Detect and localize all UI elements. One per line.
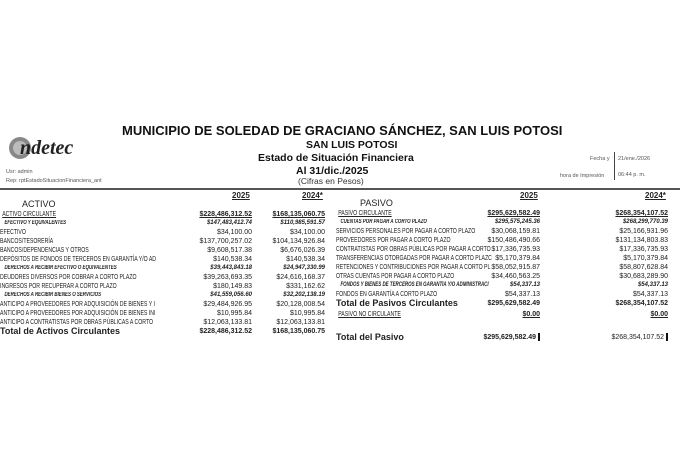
hora-label: hora de Impresión bbox=[560, 173, 605, 179]
value-2024: $0.00 bbox=[650, 311, 668, 318]
value-2025: $147,483,412.74 bbox=[206, 220, 252, 226]
row-label: DEUDORES DIVERSOS POR COBRAR A CORTO PLAZO bbox=[0, 274, 137, 281]
value-2025: $137,700,257.02 bbox=[199, 238, 252, 245]
value-2024: $10,995.84 bbox=[289, 310, 325, 317]
value-2024: $5,170,379.84 bbox=[623, 255, 668, 262]
value-2024: $34,100.00 bbox=[289, 229, 325, 236]
value-2025: $295,629,582.49 bbox=[487, 300, 540, 307]
value-2025: $0.00 bbox=[522, 311, 540, 318]
row-label: PASIVO CIRCULANTE bbox=[338, 210, 392, 217]
value-2025: $295,629,582.49 bbox=[487, 210, 540, 217]
report-date: Al 31/dic./2025 bbox=[296, 165, 369, 177]
value-2024: $20,128,008.54 bbox=[276, 301, 325, 308]
value-2025: $228,486,312.52 bbox=[199, 211, 252, 218]
value-2025: $12,063,133.81 bbox=[203, 319, 252, 326]
value-2025: $150,486,490.66 bbox=[487, 237, 540, 244]
value-2025: $54,337.13 bbox=[504, 291, 540, 298]
row-label: EFECTIVO bbox=[0, 229, 26, 236]
pasivo-heading: PASIVO bbox=[360, 198, 393, 208]
svg-text:ndetec: ndetec bbox=[20, 137, 74, 159]
hora-value: 06:44 p. m. bbox=[618, 172, 646, 178]
user: Usr: admin bbox=[6, 169, 33, 175]
value-2025: $30,068,159.81 bbox=[491, 228, 540, 235]
row-label: DERECHOS A RECIBIR EFECTIVO O EQUIVALENTES bbox=[4, 265, 117, 271]
page-title: MUNICIPIO DE SOLEDAD DE GRACIANO SÁNCHEZ, SAN LUIS POTOSI bbox=[122, 123, 563, 138]
value-2024: $104,134,926.84 bbox=[272, 238, 325, 245]
value-2024: $58,807,628.84 bbox=[619, 264, 668, 271]
value-2025: $39,263,693.35 bbox=[203, 274, 252, 281]
value-2025: $39,443,843.18 bbox=[210, 265, 252, 271]
row-label: EFECTIVO Y EQUIVALENTES bbox=[4, 220, 67, 226]
value-2024: $6,676,026.39 bbox=[280, 247, 325, 254]
value-2024: $54,337.13 bbox=[637, 282, 668, 288]
value-2025: $9,608,517.38 bbox=[207, 247, 252, 254]
row-label: Total de Pasivos Circulantes bbox=[336, 298, 458, 308]
value-2024: $140,538.34 bbox=[286, 256, 325, 263]
value-2024: $268,354,107.52 bbox=[615, 210, 668, 217]
activo-heading: ACTIVO bbox=[22, 199, 56, 209]
value-2024: $24,947,330.99 bbox=[283, 265, 325, 271]
row-label: INGRESOS POR RECUPERAR A CORTO PLAZO bbox=[0, 283, 117, 290]
value-2024: $268,299,770.39 bbox=[622, 219, 668, 225]
row-label: DEPÓSITOS DE FONDOS DE TERCEROS EN GARANTÍA Y/O AD bbox=[0, 256, 157, 263]
value-2024: $131,134,803.83 bbox=[615, 237, 668, 244]
value-2025: $10,995.84 bbox=[216, 310, 252, 317]
value-2025: $34,100.00 bbox=[216, 229, 252, 236]
row-label: TRANSFERENCIAS OTORGADAS POR PAGAR A CORTO PLAZC bbox=[336, 255, 492, 262]
row-label: FONDOS Y BIENES DE TERCEROS EN GARANTÍA Y/O ADMINISTRACI bbox=[340, 282, 489, 288]
row-label: ACTIVO CIRCULANTE bbox=[2, 211, 57, 218]
value-2025: $295,575,245.36 bbox=[494, 219, 540, 225]
row-label: FONDOS EN GARANTÍA A CORTO PLAZO bbox=[336, 291, 438, 298]
row-label: CONTRATISTAS POR OBRAS PÚBLICAS POR PAGAR A CORTO bbox=[336, 246, 491, 253]
subtitle: SAN LUIS POTOSI bbox=[306, 139, 398, 151]
value-2025: $41,559,056.60 bbox=[210, 292, 252, 298]
col-2024-left: 2024* bbox=[302, 191, 323, 200]
report-name: Estado de Situación Financiera bbox=[258, 152, 414, 164]
value-2024: $268,354,107.52 bbox=[615, 300, 668, 307]
value-2025: $5,170,379.84 bbox=[495, 255, 540, 262]
value-2024: $25,166,931.96 bbox=[619, 228, 668, 235]
row-label: OTRAS CUENTAS POR PAGAR A CORTO PLAZO bbox=[336, 273, 455, 280]
row-label: PROVEEDORES POR PAGAR A CORTO PLAZO bbox=[336, 237, 451, 244]
value-2025: $140,538.34 bbox=[213, 256, 252, 263]
value-2024: $110,985,591.57 bbox=[280, 220, 325, 226]
value-2025: $180,149.83 bbox=[213, 283, 252, 290]
row-label: ANTICIPO A PROVEEDORES POR ADQUISICIÓN DE BIENES INI bbox=[0, 310, 156, 317]
value-2025: $17,336,735.93 bbox=[491, 246, 540, 253]
value-2025: $228,486,312.52 bbox=[199, 328, 252, 335]
row-label: ANTICIPO A CONTRATISTAS POR OBRAS PÚBLICAS A CORTO bbox=[0, 319, 154, 326]
col-2024-right: 2024* bbox=[645, 191, 666, 200]
value-2024: $54,337.13 bbox=[632, 291, 668, 298]
value-2024: $17,336,735.93 bbox=[619, 246, 668, 253]
value-2024: $24,616,168.37 bbox=[276, 274, 325, 281]
row-label: RETENCIONES Y CONTRIBUCIONES POR PAGAR A CORTO PL bbox=[336, 264, 491, 271]
total-pasivo-2025: $295,629,582.49 bbox=[478, 333, 540, 342]
fecha-label: Fecha y bbox=[590, 156, 610, 162]
row-label: PASIVO NO CIRCULANTE bbox=[338, 311, 401, 318]
total-pasivo-label: Total del Pasivo bbox=[336, 332, 404, 342]
row-label: SERVICIOS PERSONALES POR PAGAR A CORTO PLAZO bbox=[336, 228, 476, 235]
logo bbox=[6, 132, 98, 167]
row-label: Total de Activos Circulantes bbox=[0, 326, 121, 336]
value-2024: $168,135,060.75 bbox=[272, 211, 325, 218]
col-2025-right: 2025 bbox=[520, 191, 538, 200]
header-rule bbox=[0, 188, 680, 190]
value-2025: $54,337.13 bbox=[509, 282, 540, 288]
row-label: ANTICIPO A PROVEEDORES POR ADQUISICIÓN DE BIENES Y I bbox=[0, 301, 155, 308]
value-2025: $29,484,926.95 bbox=[203, 301, 252, 308]
report-id: Rep: rptEstadoSituacionFinanciera_ant bbox=[6, 178, 102, 184]
row-label: BANCOS/DEPENDENCIAS Y OTROS bbox=[0, 247, 89, 254]
units: (Cifras en Pesos) bbox=[298, 176, 364, 186]
row-label: BANCOS/TESORERÍA bbox=[0, 238, 54, 245]
row-label: DERECHOS A RECIBIR BIENES O SERVICIOS bbox=[4, 292, 102, 298]
value-2024: $331,162.62 bbox=[286, 283, 325, 290]
value-2024: $12,063,133.81 bbox=[276, 319, 325, 326]
value-2024: $168,135,060.75 bbox=[272, 328, 325, 335]
total-pasivo-2024: $268,354,107.52 bbox=[606, 333, 668, 342]
value-2024: $32,202,138.19 bbox=[283, 292, 325, 298]
divider bbox=[614, 152, 615, 180]
logo-globe-icon bbox=[6, 132, 98, 162]
value-2025: $34,460,563.25 bbox=[491, 273, 540, 280]
value-2024: $30,683,289.90 bbox=[619, 273, 668, 280]
col-2025-left: 2025 bbox=[232, 191, 250, 200]
value-2025: $58,052,915.87 bbox=[491, 264, 540, 271]
fecha-value: 21/ene./2026 bbox=[618, 156, 651, 162]
row-label: CUENTAS POR PAGAR A CORTO PLAZO bbox=[340, 219, 427, 225]
